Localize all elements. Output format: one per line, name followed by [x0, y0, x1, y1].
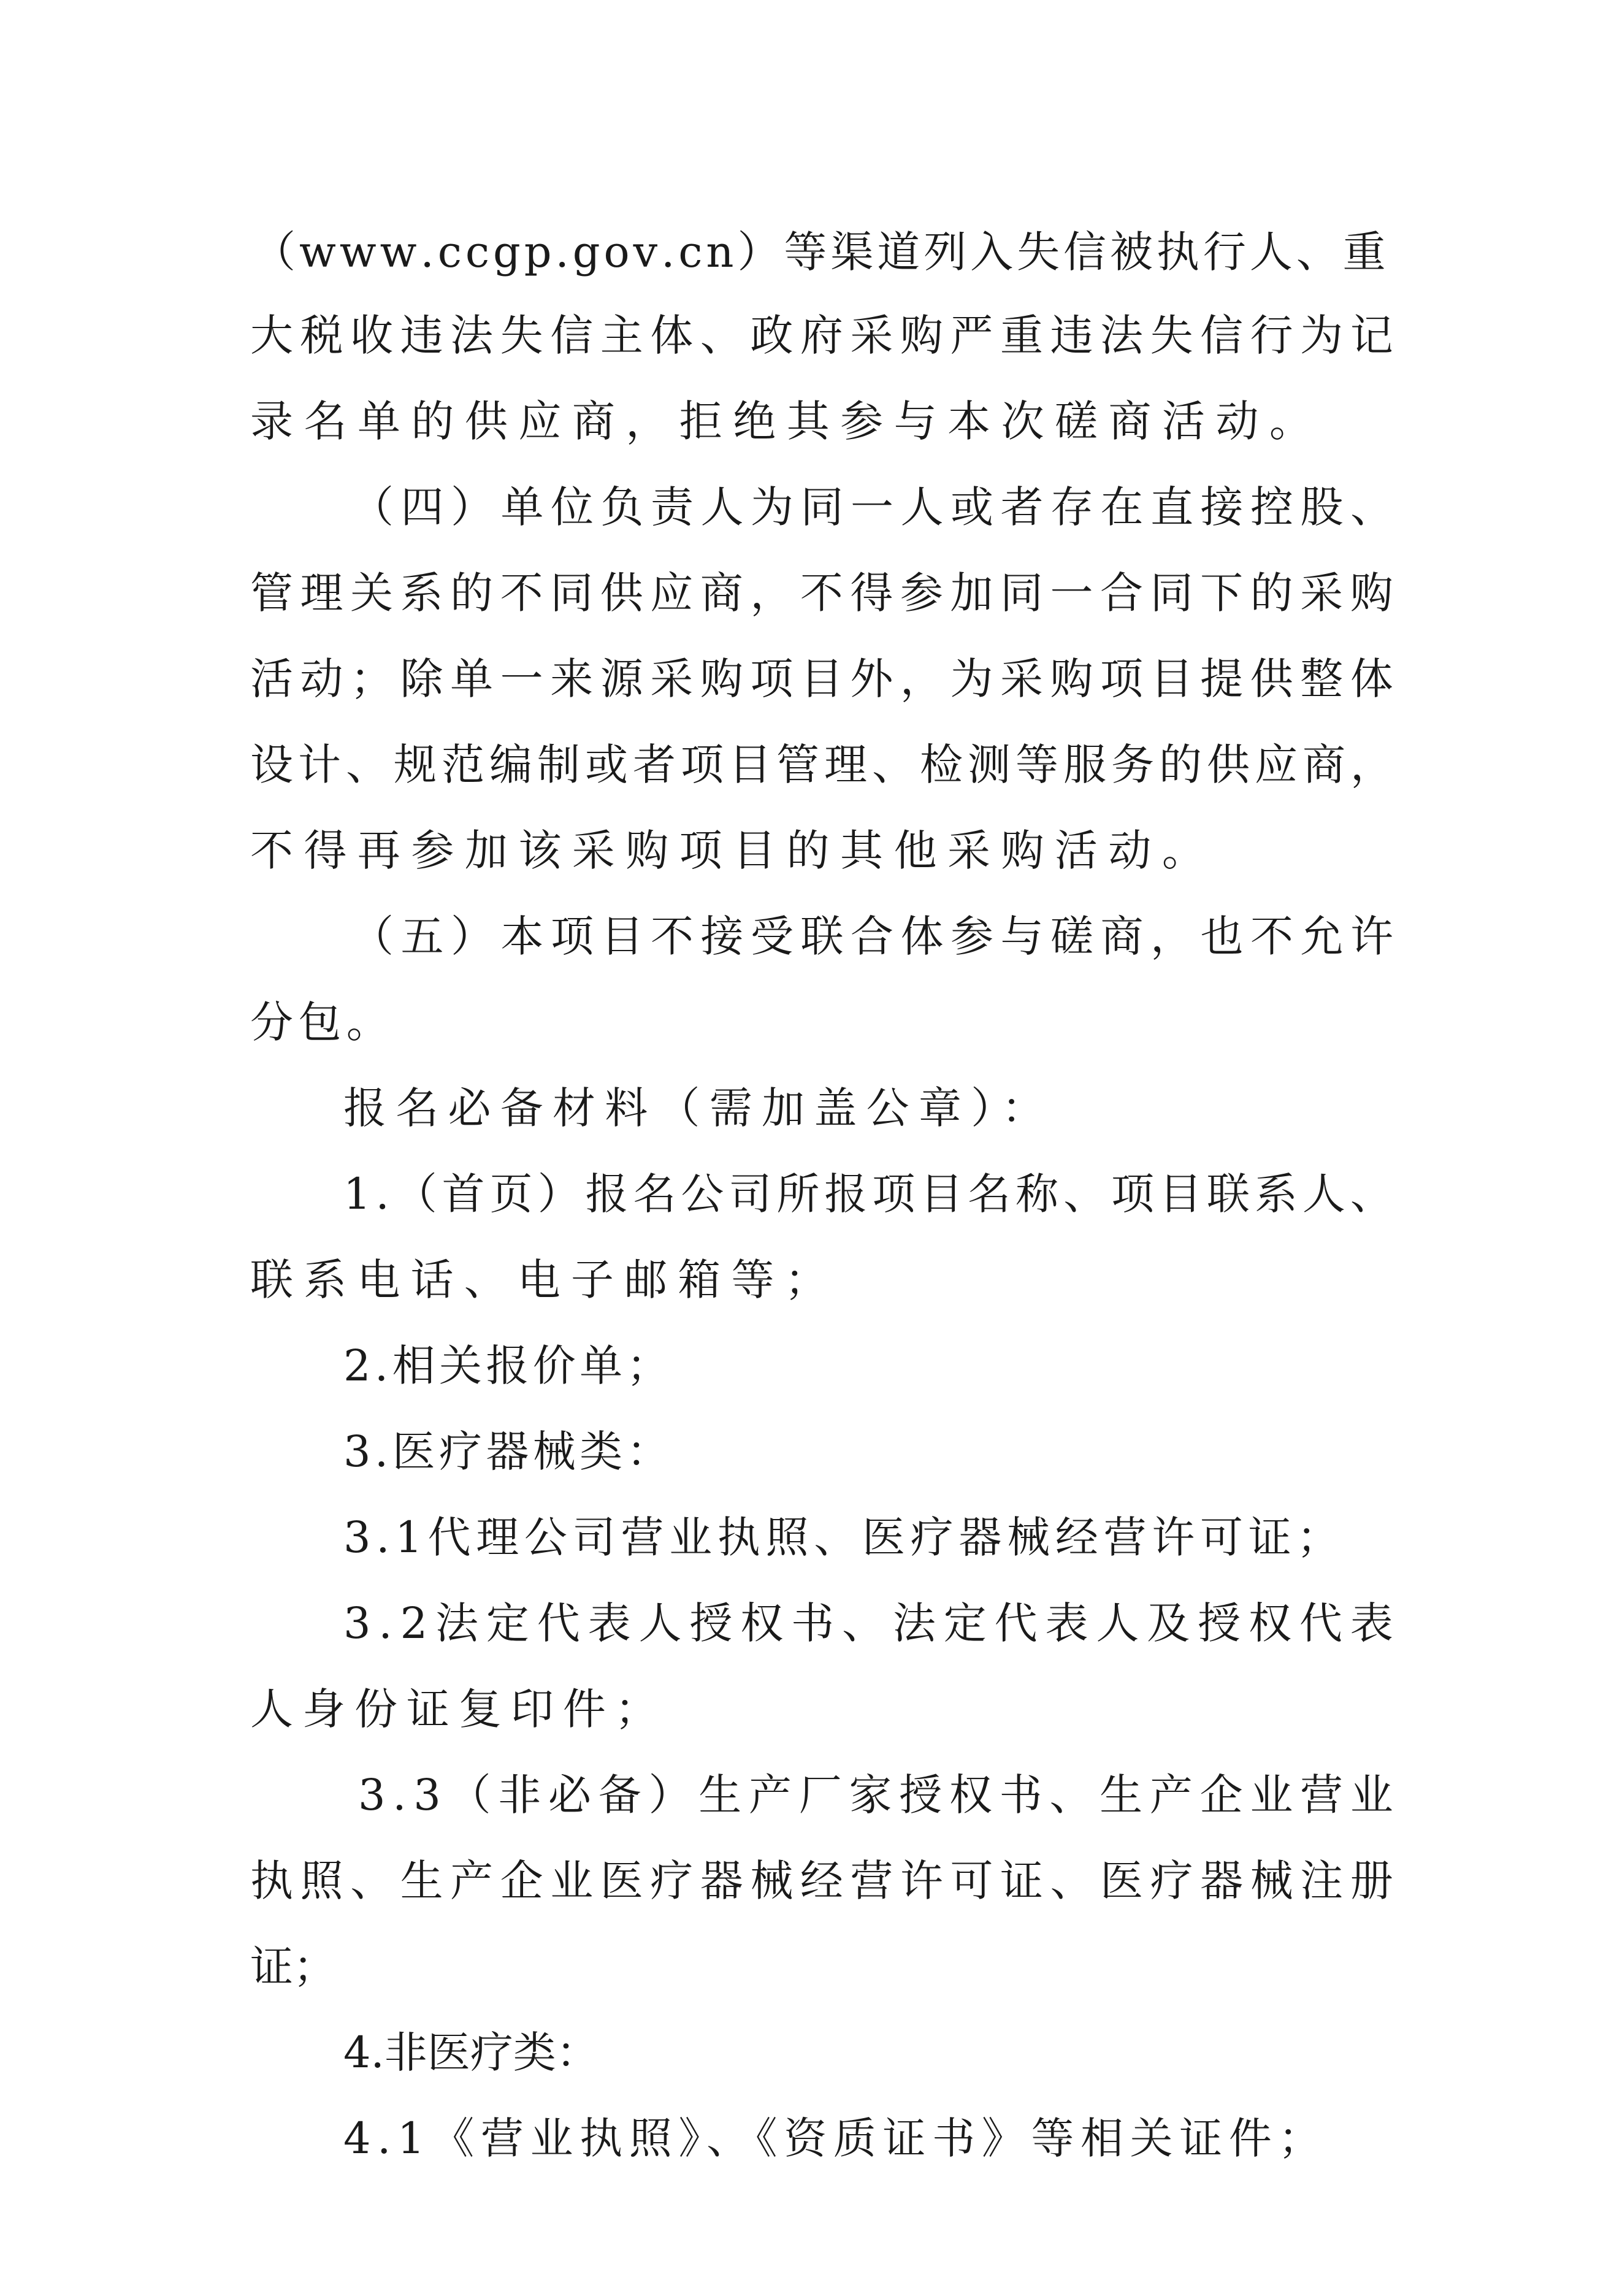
text-glyph: （ — [253, 227, 296, 277]
text-glyph: . — [378, 1598, 392, 1648]
text-glyph: 四 — [400, 482, 444, 532]
text-glyph: 购 — [1350, 568, 1393, 618]
text-glyph: ； — [350, 654, 394, 704]
text-glyph: 的 — [1250, 568, 1293, 618]
text-glyph: c — [437, 227, 462, 277]
text-glyph: 服 — [1063, 740, 1106, 790]
text-glyph: 法 — [450, 310, 494, 361]
text-glyph: 代 — [1299, 1598, 1342, 1648]
text-glyph: 供 — [1250, 654, 1293, 704]
text-glyph: 活 — [250, 654, 293, 704]
text-glyph: 理 — [300, 568, 343, 618]
text-glyph: c — [678, 227, 703, 277]
text-glyph: 所 — [776, 1169, 820, 1219]
text-glyph: 等 — [1015, 740, 1058, 790]
list-item — [343, 1169, 1393, 1219]
text-glyph: 营 — [850, 1856, 893, 1906]
text-glyph: 产 — [450, 1856, 494, 1906]
text-glyph: 、 — [841, 1598, 885, 1648]
text-glyph: 人 — [1302, 1169, 1345, 1219]
text-glyph: 代 — [994, 1598, 1038, 1648]
list-item: 3.1代理公司营业执照、医疗器械经营许可证； — [343, 1512, 1345, 1563]
text-glyph: 授 — [689, 1598, 733, 1648]
text-glyph: 人 — [638, 1598, 682, 1648]
text-glyph: ， — [1350, 740, 1393, 790]
text-glyph: 权 — [740, 1598, 784, 1648]
list-item: 2.相关报价单； — [343, 1341, 673, 1391]
text-glyph: 不 — [800, 568, 843, 618]
text-glyph: 者 — [633, 740, 676, 790]
text-glyph: 厂 — [798, 1770, 842, 1820]
text-glyph: 的 — [450, 568, 494, 618]
text-glyph: 采 — [1300, 568, 1344, 618]
text-glyph: 渠 — [830, 227, 874, 277]
text-glyph: 直 — [1150, 482, 1193, 532]
text-glyph: 允 — [1300, 911, 1344, 962]
text-glyph: 严 — [950, 310, 993, 361]
text-glyph: 1 — [343, 1169, 371, 1219]
text-glyph: 代 — [537, 1598, 580, 1648]
list-item: 4.1《营业执照》、《资质证书》等相关证件； — [343, 2113, 1328, 2164]
text-glyph: 除 — [400, 654, 443, 704]
text-glyph: 报 — [585, 1169, 629, 1219]
text-glyph: 许 — [900, 1856, 943, 1906]
text-glyph: ， — [750, 568, 794, 618]
text-glyph: 收 — [350, 310, 394, 361]
list-item — [343, 1598, 1393, 1648]
text-glyph: o — [603, 227, 630, 277]
text-glyph: 名 — [633, 1169, 676, 1219]
text-glyph: 、 — [872, 740, 915, 790]
text-glyph: 合 — [851, 911, 893, 962]
text-glyph: 失 — [500, 310, 543, 361]
text-glyph: 失 — [1150, 310, 1193, 361]
text-glyph: 主 — [600, 310, 643, 361]
text-glyph: . — [420, 227, 434, 277]
text-glyph: 入 — [970, 227, 1014, 277]
text-glyph: 道 — [877, 227, 920, 277]
text-glyph: 本 — [500, 911, 544, 962]
text-glyph: 执 — [1156, 227, 1199, 277]
text-glyph: 权 — [949, 1770, 992, 1820]
text-glyph: 目 — [800, 654, 843, 704]
text-glyph: ） — [451, 482, 494, 532]
text-glyph: 产 — [1149, 1770, 1193, 1820]
text-glyph: 械 — [750, 1856, 794, 1906]
text-glyph: 、 — [346, 740, 389, 790]
text-glyph: 医 — [1100, 1856, 1144, 1906]
text-glyph: g — [493, 227, 521, 277]
text-line — [250, 1856, 1393, 1906]
text-glyph: 计 — [298, 740, 341, 790]
text-glyph: 书 — [791, 1598, 835, 1648]
text-glyph: 采 — [1000, 654, 1043, 704]
text-glyph: 测 — [968, 740, 1011, 790]
text-glyph: 参 — [900, 568, 943, 618]
text-glyph: 提 — [1200, 654, 1244, 704]
text-glyph: 非 — [498, 1770, 541, 1820]
section-heading: 报名必备材料（需加盖公章）： — [343, 1083, 1054, 1133]
text-glyph: 生 — [400, 1856, 443, 1906]
text-glyph: 首 — [442, 1169, 485, 1219]
text-glyph: 表 — [1350, 1598, 1393, 1648]
text-glyph: （ — [394, 1169, 437, 1219]
text-glyph: 管 — [250, 568, 293, 618]
text-glyph: 控 — [1250, 482, 1293, 532]
text-glyph: 备 — [598, 1770, 641, 1820]
text-glyph: 合 — [1100, 568, 1144, 618]
text-glyph: 目 — [1158, 1169, 1202, 1219]
text-glyph: 供 — [600, 568, 643, 618]
text-glyph: 2 — [400, 1598, 428, 1648]
text-glyph: 法 — [1100, 310, 1144, 361]
text-glyph: 证 — [1000, 1856, 1043, 1906]
text-glyph: 项 — [750, 654, 794, 704]
text-glyph: . — [392, 1770, 407, 1820]
list-item: 3.医疗器械类： — [343, 1426, 673, 1477]
text-glyph: 册 — [1350, 1856, 1393, 1906]
text-glyph: 制 — [537, 740, 580, 790]
text-glyph: 政 — [750, 310, 794, 361]
text-glyph: 不 — [651, 911, 694, 962]
list-item — [358, 1770, 1393, 1820]
text-glyph: （ — [351, 911, 394, 962]
text-glyph: 页 — [489, 1169, 533, 1219]
text-glyph: 器 — [700, 1856, 743, 1906]
text-glyph: 名 — [968, 1169, 1011, 1219]
text-glyph: 生 — [698, 1770, 742, 1820]
text-glyph: （ — [351, 482, 394, 532]
text-glyph: 购 — [700, 654, 743, 704]
text-glyph: ） — [451, 911, 494, 962]
text-glyph: 联 — [1206, 1169, 1250, 1219]
text-glyph: 负 — [600, 482, 644, 532]
text-glyph: 人 — [1249, 227, 1293, 277]
text-glyph: 违 — [1050, 310, 1093, 361]
text-glyph: ） — [648, 1770, 692, 1820]
text-glyph: . — [661, 227, 675, 277]
text-glyph: 同 — [1000, 568, 1043, 618]
text-glyph: 不 — [1250, 911, 1293, 962]
text-glyph: 管 — [776, 740, 819, 790]
text-glyph: 照 — [300, 1856, 343, 1906]
text-line: 录名单的供应商，拒绝其参与本次磋商活动。 — [250, 396, 1323, 446]
text-glyph: 项 — [551, 911, 594, 962]
text-glyph: 为 — [950, 654, 993, 704]
text-glyph: 体 — [1350, 654, 1393, 704]
text-glyph: 疗 — [650, 1856, 694, 1906]
text-glyph: 来 — [550, 654, 594, 704]
text-glyph: 理 — [824, 740, 867, 790]
text-glyph: 目 — [729, 740, 771, 790]
text-glyph: 系 — [400, 568, 443, 618]
text-glyph: 定 — [943, 1598, 987, 1648]
text-glyph: 受 — [751, 911, 794, 962]
text-glyph: w — [380, 227, 417, 277]
text-glyph: 务 — [1111, 740, 1154, 790]
text-glyph: 医 — [600, 1856, 643, 1906]
text-glyph: 失 — [1017, 227, 1060, 277]
text-line — [250, 310, 1393, 361]
text-glyph: 者 — [1000, 482, 1044, 532]
text-glyph: 单 — [450, 654, 494, 704]
text-glyph: 商 — [700, 568, 743, 618]
text-glyph: 项 — [681, 740, 724, 790]
text-glyph: 营 — [1300, 1770, 1344, 1820]
text-glyph: 权 — [1248, 1598, 1291, 1648]
text-glyph: 执 — [250, 1856, 293, 1906]
text-glyph: 械 — [1250, 1856, 1293, 1906]
text-glyph: 称 — [1015, 1169, 1059, 1219]
text-glyph: 下 — [1200, 568, 1244, 618]
text-glyph: 、 — [1063, 1169, 1107, 1219]
text-glyph: . — [555, 227, 569, 277]
text-glyph: 公 — [681, 1169, 724, 1219]
text-glyph: p — [524, 227, 552, 277]
text-glyph: 为 — [751, 482, 794, 532]
text-glyph: v — [633, 227, 658, 277]
text-glyph: 位 — [551, 482, 594, 532]
text-glyph: 信 — [550, 310, 594, 361]
text-glyph: 五 — [400, 911, 444, 962]
text-glyph: 项 — [1111, 1169, 1155, 1219]
text-glyph: 税 — [300, 310, 343, 361]
text-glyph: 产 — [748, 1770, 792, 1820]
text-glyph: 授 — [899, 1770, 943, 1820]
text-glyph: 在 — [1100, 482, 1144, 532]
text-glyph: 接 — [700, 911, 744, 962]
text-glyph: 不 — [500, 568, 543, 618]
text-glyph: 、 — [1049, 1770, 1093, 1820]
text-glyph: 得 — [850, 568, 893, 618]
text-glyph: 同 — [550, 568, 594, 618]
text-glyph: 采 — [650, 654, 694, 704]
text-glyph: 规 — [394, 740, 437, 790]
text-glyph: ） — [737, 227, 781, 277]
text-glyph: 项 — [872, 1169, 916, 1219]
text-glyph: 关 — [350, 568, 394, 618]
text-line — [250, 740, 1393, 790]
text-glyph: 报 — [824, 1169, 868, 1219]
text-glyph: 接 — [1200, 482, 1244, 532]
text-glyph: 整 — [1300, 654, 1344, 704]
text-glyph: 目 — [1150, 654, 1193, 704]
text-glyph: 责 — [651, 482, 694, 532]
text-glyph: 表 — [587, 1598, 631, 1648]
text-glyph: 应 — [650, 568, 694, 618]
text-glyph: 家 — [849, 1770, 892, 1820]
text-glyph: 与 — [1000, 911, 1044, 962]
text-glyph: 3 — [358, 1770, 386, 1820]
text-line — [250, 568, 1393, 618]
text-glyph: 股 — [1300, 482, 1344, 532]
text-line — [351, 482, 1393, 532]
text-glyph: 业 — [550, 1856, 594, 1906]
text-glyph: 商 — [1100, 911, 1144, 962]
text-glyph: 经 — [800, 1856, 843, 1906]
text-glyph: 器 — [1200, 1856, 1244, 1906]
text-glyph: 生 — [1100, 1770, 1143, 1820]
text-glyph: 或 — [950, 482, 993, 532]
text-glyph: 加 — [950, 568, 993, 618]
text-glyph: 一 — [500, 654, 543, 704]
text-glyph: 参 — [950, 911, 993, 962]
text-line: 分包。 — [250, 997, 395, 1047]
text-glyph: 业 — [1250, 1770, 1293, 1820]
text-glyph: 体 — [650, 310, 694, 361]
text-glyph: 的 — [1159, 740, 1202, 790]
text-glyph: 大 — [250, 310, 293, 361]
text-glyph: n — [706, 227, 734, 277]
text-glyph: 也 — [1200, 911, 1244, 962]
text-glyph: 、 — [700, 310, 743, 361]
text-glyph: 司 — [729, 1169, 772, 1219]
text-glyph: 为 — [1300, 310, 1344, 361]
text-glyph: 府 — [800, 310, 843, 361]
text-glyph: ， — [900, 654, 943, 704]
text-glyph: 、 — [350, 1856, 394, 1906]
text-glyph: 书 — [999, 1770, 1042, 1820]
text-line: 人身份证复印件； — [250, 1684, 667, 1734]
text-glyph: 人 — [700, 482, 744, 532]
text-glyph: w — [339, 227, 377, 277]
text-glyph: 供 — [1207, 740, 1250, 790]
text-glyph: 一 — [1050, 568, 1093, 618]
text-glyph: 信 — [1063, 227, 1107, 277]
text-glyph: 表 — [1045, 1598, 1088, 1648]
text-glyph: 列 — [924, 227, 967, 277]
text-glyph: g — [572, 227, 600, 277]
text-glyph: 、 — [1296, 227, 1339, 277]
text-glyph: 信 — [1200, 310, 1244, 361]
text-glyph: 商 — [1302, 740, 1345, 790]
text-glyph: 重 — [1000, 310, 1043, 361]
text-glyph: （ — [448, 1770, 491, 1820]
text-line: 不得再参加该采购项目的其他采购活动。 — [250, 825, 1216, 876]
text-glyph: 源 — [600, 654, 643, 704]
text-glyph: 磋 — [1050, 911, 1093, 962]
text-glyph: 等 — [784, 227, 827, 277]
text-glyph: 3 — [413, 1770, 441, 1820]
text-glyph: 记 — [1350, 310, 1393, 361]
text-glyph: 范 — [442, 740, 484, 790]
text-line — [253, 227, 1386, 277]
text-glyph: 行 — [1203, 227, 1246, 277]
text-glyph: 授 — [1198, 1598, 1241, 1648]
text-glyph: 体 — [900, 911, 944, 962]
text-glyph: 一 — [851, 482, 893, 532]
text-glyph: c — [465, 227, 490, 277]
text-line: 证； — [250, 1942, 336, 1992]
text-glyph: 检 — [920, 740, 963, 790]
text-glyph: 目 — [920, 1169, 963, 1219]
text-glyph: 被 — [1109, 227, 1153, 277]
text-glyph: . — [375, 1169, 389, 1219]
text-glyph: 、 — [1350, 1169, 1393, 1219]
text-glyph: 动 — [300, 654, 343, 704]
text-glyph: 注 — [1300, 1856, 1344, 1906]
text-glyph: 可 — [950, 1856, 993, 1906]
text-glyph: 及 — [1147, 1598, 1190, 1648]
text-glyph: 同 — [1150, 568, 1193, 618]
text-glyph: 业 — [1350, 1770, 1393, 1820]
text-glyph: 必 — [548, 1770, 592, 1820]
text-glyph: 法 — [892, 1598, 936, 1648]
text-glyph: 或 — [585, 740, 628, 790]
text-glyph: ） — [537, 1169, 581, 1219]
text-line — [351, 911, 1393, 962]
text-glyph: 外 — [850, 654, 893, 704]
text-glyph: 存 — [1050, 482, 1093, 532]
text-glyph: w — [299, 227, 336, 277]
text-glyph: 单 — [500, 482, 544, 532]
text-glyph: 许 — [1350, 911, 1393, 962]
list-item: 4.非医疗类： — [343, 2027, 599, 2078]
text-glyph: 、 — [1350, 482, 1393, 532]
text-glyph: 应 — [1255, 740, 1298, 790]
text-glyph: 行 — [1250, 310, 1293, 361]
text-glyph: 违 — [400, 310, 443, 361]
text-glyph: 联 — [800, 911, 844, 962]
text-glyph: 同 — [800, 482, 844, 532]
text-glyph: 目 — [600, 911, 644, 962]
text-glyph: 定 — [486, 1598, 529, 1648]
text-glyph: 系 — [1254, 1169, 1298, 1219]
text-glyph: 项 — [1100, 654, 1144, 704]
text-glyph: 重 — [1342, 227, 1386, 277]
text-glyph: 3 — [343, 1598, 371, 1648]
text-glyph: 法 — [435, 1598, 478, 1648]
text-glyph: 人 — [1096, 1598, 1139, 1648]
text-glyph: 设 — [250, 740, 293, 790]
text-glyph: 购 — [1050, 654, 1093, 704]
text-line — [250, 654, 1393, 704]
text-line: 联系电话、电子邮箱等； — [250, 1255, 838, 1305]
text-glyph: 、 — [1050, 1856, 1093, 1906]
text-glyph: ， — [1150, 911, 1193, 962]
text-glyph: 采 — [850, 310, 893, 361]
text-glyph: 企 — [1199, 1770, 1243, 1820]
text-glyph: 购 — [900, 310, 943, 361]
text-glyph: 企 — [500, 1856, 543, 1906]
text-glyph: 疗 — [1150, 1856, 1193, 1906]
text-glyph: 人 — [900, 482, 944, 532]
text-glyph: 编 — [489, 740, 532, 790]
